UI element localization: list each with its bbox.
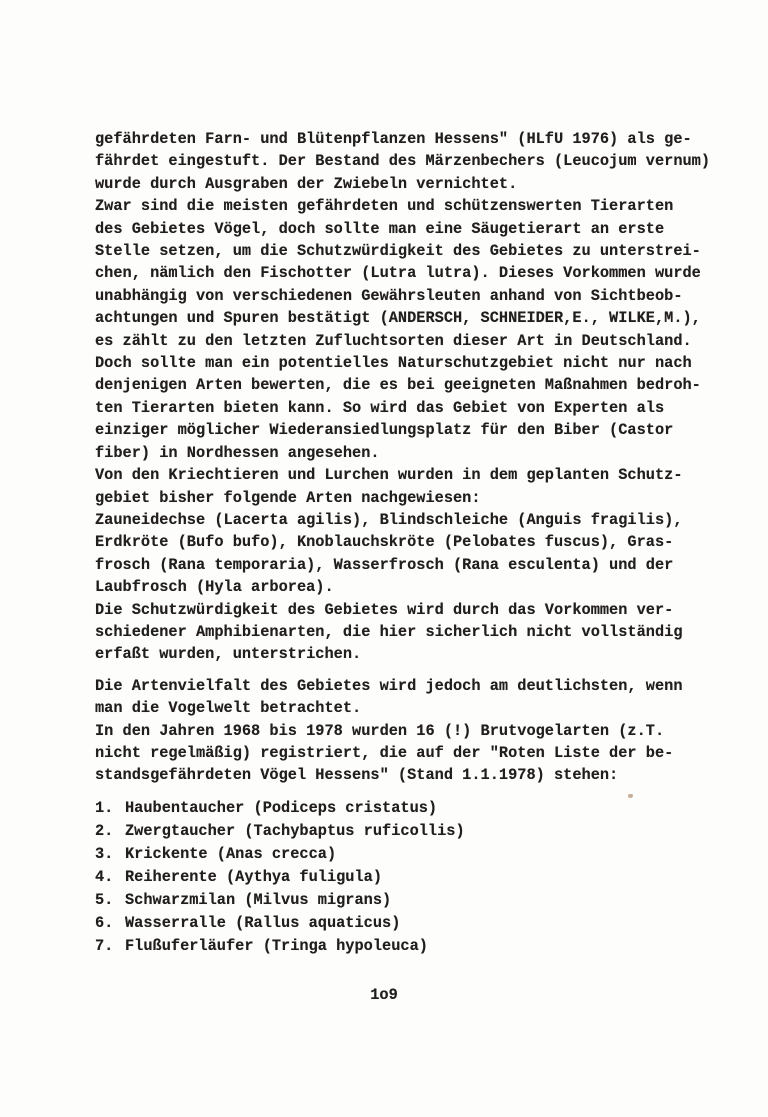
text-line: Laubfrosch (Hyla arborea). (95, 578, 334, 597)
list-item-text: Haubentaucher (Podiceps cristatus) (125, 798, 438, 817)
text-line: Die Artenvielfalt des Gebietes wird jedoch am deutlichsten, wenn (95, 676, 683, 695)
list-item-number: 4. (95, 867, 114, 886)
text-line: gefährdeten Farn- und Blütenpflanzen Hessens" (HLfU 1976) als ge- (95, 130, 692, 148)
text-line: Von den Kriechtieren und Lurchen wurden in dem geplanten Schutz- (95, 466, 683, 485)
text-line: Doch sollte man ein potentielles Naturschutzgebiet nicht nur nach (95, 354, 692, 373)
text-line: fährdet eingestuft. Der Bestand des Märzenbechers (Leucojum vernum) (95, 152, 711, 171)
text-line: Zauneidechse (Lacerta agilis), Blindschleiche (Anguis fragilis), (95, 510, 683, 529)
text-line: ten Tierarten bieten kann. So wird das Gebiet von Experten als (95, 398, 665, 417)
list-item-text: Reiherente (Aythya fuligula) (125, 867, 383, 886)
text-line: Erdkröte (Bufo bufo), Knoblauchskröte (Pelobates fuscus), Gras- (95, 533, 674, 552)
list-item (95, 912, 717, 935)
list-item-text: Zwergtaucher (Tachybaptus ruficollis) (125, 821, 465, 840)
text-line: Stelle setzen, um die Schutzwürdigkeit des Gebietes zu unterstrei- (95, 242, 701, 261)
text-line: man die Vogelwelt betrachtet. (95, 699, 362, 718)
list-item-number: 1. (95, 798, 114, 817)
text-line: denjenigen Arten bewerten, die es bei geeigneten Maßnahmen bedroh- (95, 376, 701, 395)
text-line: erfaßt wurden, unterstrichen. (95, 645, 362, 664)
list-item (95, 843, 717, 866)
list-item-text: Flußuferläufer (Tringa hypoleuca) (125, 936, 428, 955)
document-text-body (95, 128, 717, 958)
list-item (95, 866, 717, 889)
text-line: unabhängig von verschiedenen Gewährsleuten anhand von Sichtbeob- (95, 286, 683, 305)
list-item-number: 7. (95, 936, 114, 955)
page-number: 1o9 (370, 986, 398, 1004)
text-line: schiedener Amphibienarten, die hier sicherlich nicht vollständig (95, 622, 683, 641)
list-item-text: Krickente (Anas crecca) (125, 844, 337, 863)
list-item (95, 820, 717, 843)
text-line: einziger möglicher Wiederansiedlungsplatz für den Biber (Castor (95, 421, 674, 440)
list-item-number: 2. (95, 821, 114, 840)
text-line: fiber) in Nordhessen angesehen. (95, 443, 380, 462)
text-line: standsgefährdeten Vögel Hessens" (Stand 1.1.1978) stehen: (95, 766, 619, 785)
list-item-number: 5. (95, 890, 114, 909)
page-footer (0, 984, 768, 1006)
text-line: In den Jahren 1968 bis 1978 wurden 16 (!) Brutvogelarten (z.T. (95, 721, 665, 740)
text-line: es zählt zu den letzten Zufluchtsorten dieser Art in Deutschland. (95, 331, 692, 350)
list-item (95, 935, 717, 958)
text-line: chen, nämlich den Fischotter (Lutra lutra). Dieses Vorkommen wurde (95, 264, 701, 283)
text-line: Die Schutzwürdigkeit des Gebietes wird durch das Vorkommen ver- (95, 600, 674, 619)
list-item-text: Wasserralle (Rallus aquaticus) (125, 913, 401, 932)
paragraph-block-2 (95, 675, 717, 787)
text-line: gebiet bisher folgende Arten nachgewiesen: (95, 488, 481, 507)
text-line: nicht regelmäßig) registriert, die auf der "Roten Liste der be- (95, 743, 674, 762)
text-line: Zwar sind die meisten gefährdeten und schützenswerten Tierarten (95, 197, 674, 216)
paragraph-block-1 (95, 128, 717, 666)
list-item-number: 3. (95, 844, 114, 863)
list-item-text: Schwarzmilan (Milvus migrans) (125, 890, 392, 909)
list-item (95, 797, 717, 820)
text-line: achtungen und Spuren bestätigt (ANDERSCH, SCHNEIDER,E., WILKE,M.), (95, 309, 701, 328)
list-item (95, 889, 717, 912)
list-item-number: 6. (95, 913, 114, 932)
text-line: des Gebietes Vögel, doch sollte man eine Säugetierart an erste (95, 219, 665, 238)
text-line: wurde durch Ausgraben der Zwiebeln vernichtet. (95, 174, 518, 193)
red-list-bird-species-list (95, 797, 717, 958)
text-line: frosch (Rana temporaria), Wasserfrosch (Rana esculenta) und der (95, 555, 674, 574)
